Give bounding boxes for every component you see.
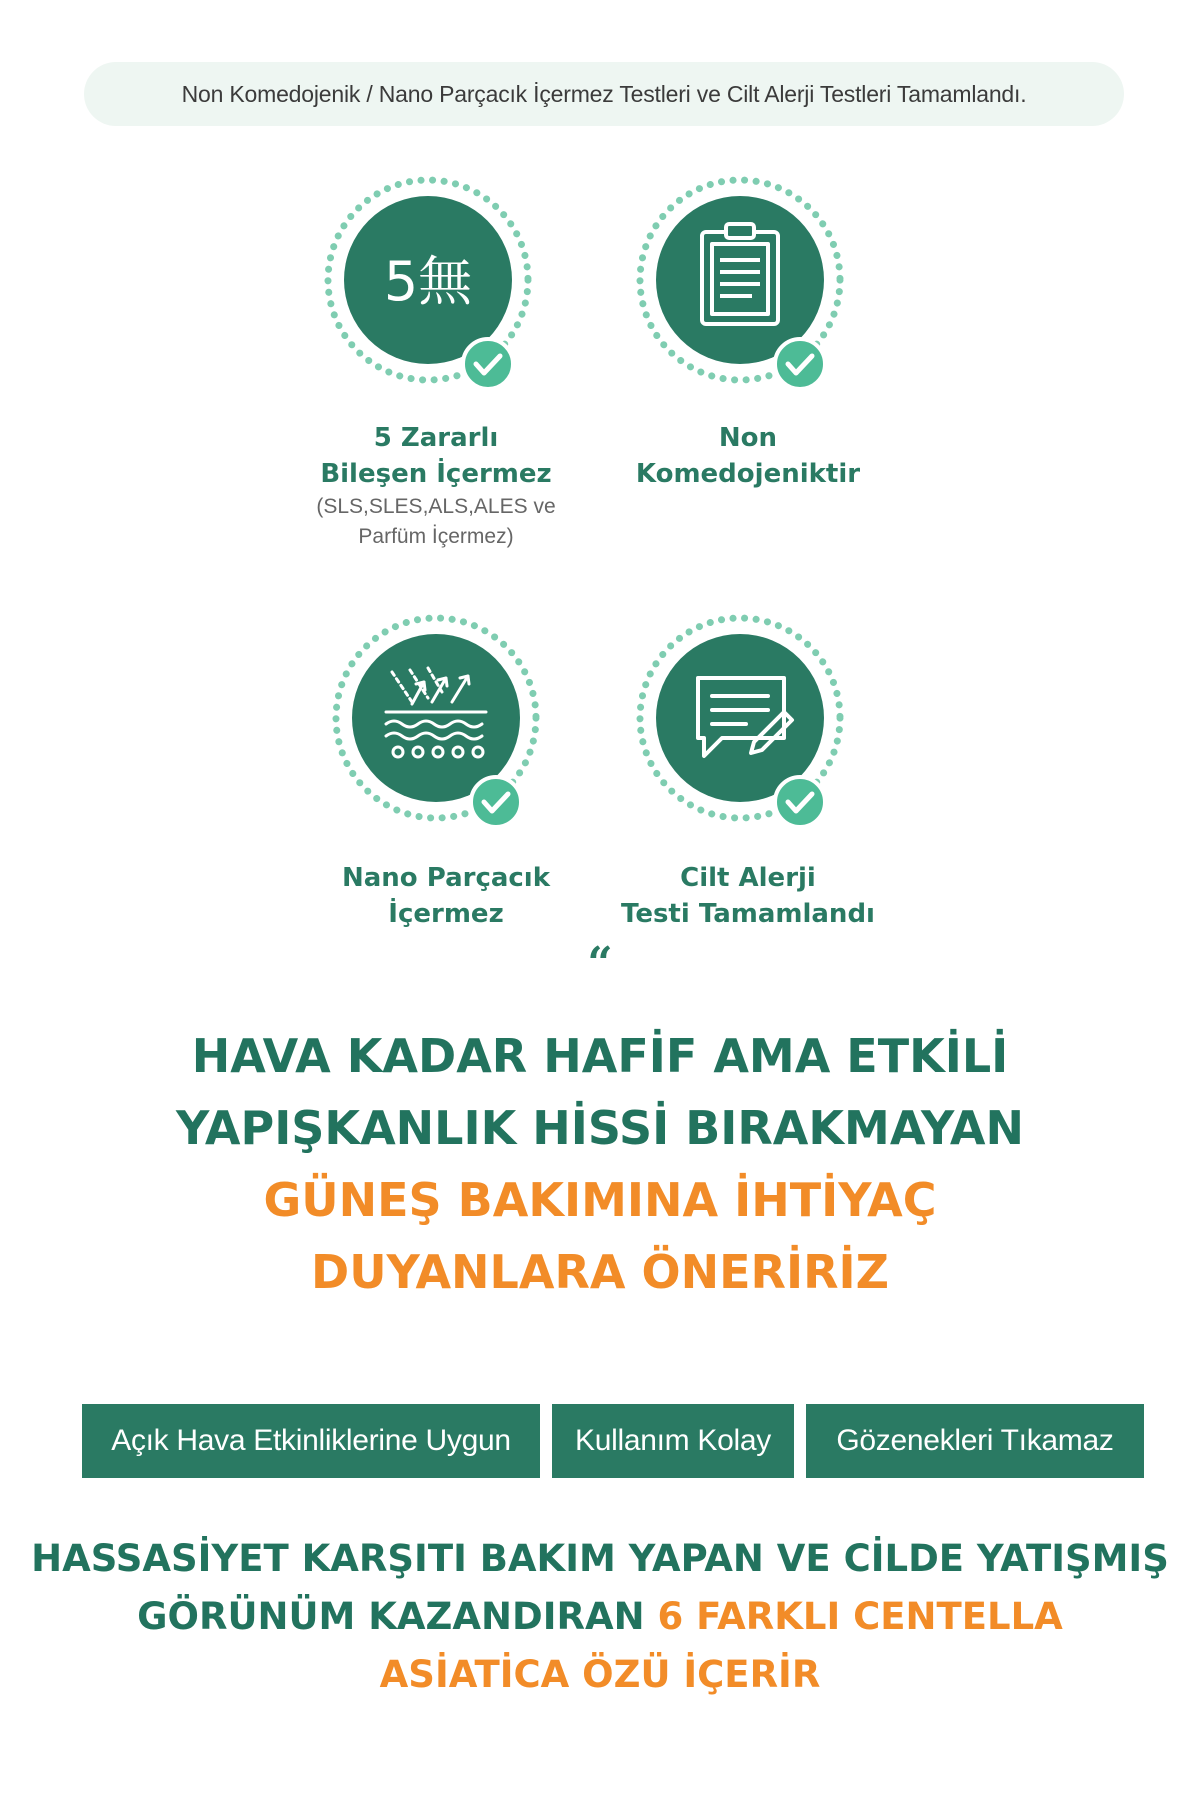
five-free-badge — [316, 168, 540, 392]
tag-outdoor: Açık Hava Etkinliklerine Uygun — [82, 1404, 540, 1478]
feature-non-comedogenic — [578, 420, 918, 492]
five-free-icon: 5無 — [383, 250, 473, 313]
feature-title: Bileşen İçermez — [320, 459, 552, 489]
feature-allergy-test — [578, 860, 918, 932]
feature-five-free — [266, 420, 606, 552]
feature-subtitle: Parfüm İçermez) — [358, 525, 514, 548]
banner-text: Non Komedojenik / Nano Parçacık İçermez Testleri ve Cilt Alerji Testleri Tamamlandı. — [181, 80, 1027, 107]
allergy-test-badge — [628, 606, 852, 830]
feature-title: 5 Zararlı — [373, 423, 499, 453]
headline-line: DUYANLARA ÖNERİRİZ — [311, 1245, 889, 1299]
ingredient-headline-line: ASİATİCA ÖZÜ İÇERİR — [379, 1653, 821, 1696]
ingredient-headline-highlight: 6 FARKLI CENTELLA — [657, 1595, 1063, 1638]
headline-line: HAVA KADAR HAFİF AMA ETKİLİ — [191, 1029, 1009, 1083]
feature-title: Non — [718, 423, 778, 453]
feature-title: Komedojeniktir — [635, 459, 861, 489]
ingredient-headline — [0, 1530, 1200, 1704]
feature-subtitle: (SLS,SLES,ALS,ALES ve — [316, 495, 556, 518]
ingredient-headline-line: HASSASİYET KARŞITI BAKIM YAPAN VE CİLDE YATIŞMIŞ — [31, 1537, 1169, 1580]
quote-mark: “ — [587, 938, 613, 989]
feature-title: Nano Parçacık — [341, 863, 551, 893]
ingredient-headline-part: GÖRÜNÜM KAZANDIRAN — [137, 1595, 658, 1638]
ingredient-headline-line — [0, 1588, 1200, 1646]
feature-nano-free — [276, 860, 616, 932]
headline — [0, 1020, 1200, 1308]
nano-particle-badge — [324, 606, 548, 830]
clipboard-badge — [628, 168, 852, 392]
info-banner — [84, 62, 1124, 126]
feature-title: Testi Tamamlandı — [621, 899, 875, 929]
tag-non-clogging: Gözenekleri Tıkamaz — [806, 1404, 1144, 1478]
headline-line: GÜNEŞ BAKIMINA İHTİYAÇ — [263, 1173, 937, 1227]
feature-title: İçermez — [388, 899, 504, 929]
feature-title: Cilt Alerji — [680, 863, 816, 893]
headline-line: YAPIŞKANLIK HİSSİ BIRAKMAYAN — [175, 1101, 1025, 1155]
tag-easy-use: Kullanım Kolay — [552, 1404, 794, 1478]
